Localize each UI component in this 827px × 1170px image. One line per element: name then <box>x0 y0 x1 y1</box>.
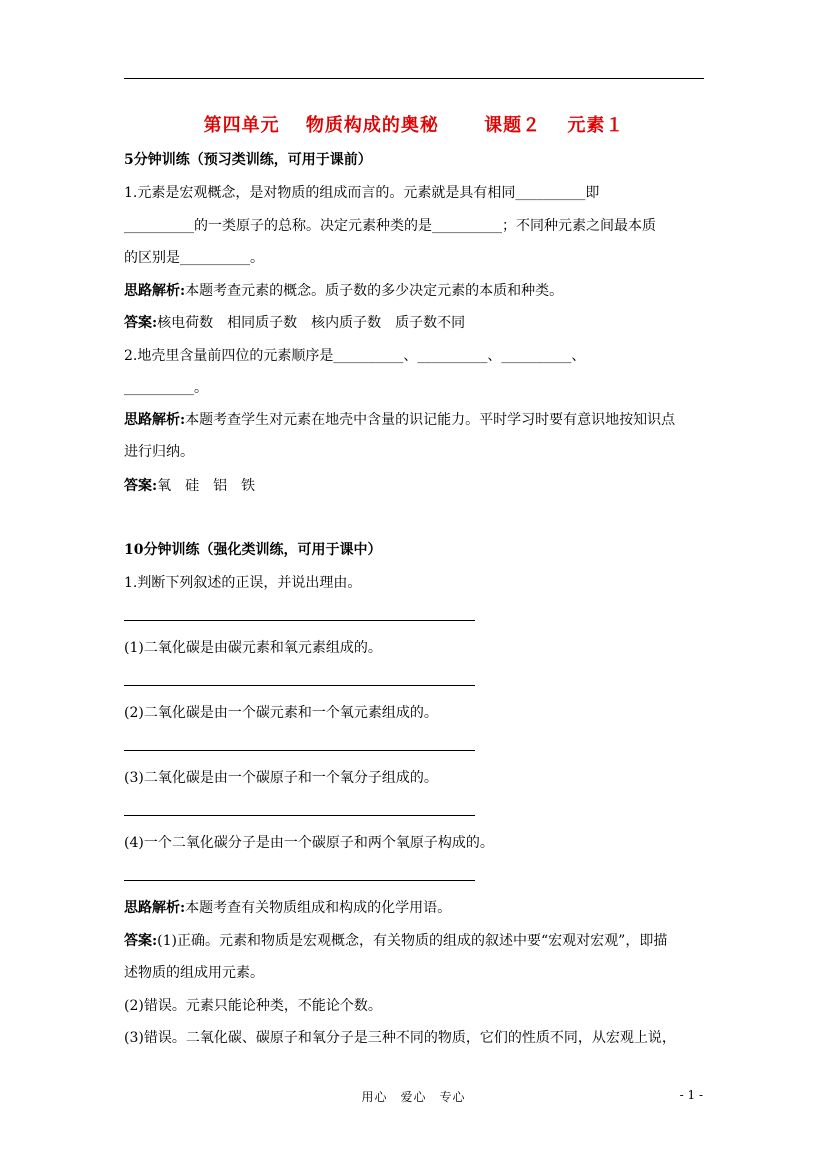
s2-item-3: (3)二氧化碳是由一个碳原子和一个氧分子组成的。 <box>124 770 438 786</box>
answer-label: 答案: <box>124 933 158 949</box>
answer-label: 答案: <box>124 315 158 331</box>
question-2-analysis-cont: 进行归纳。 <box>124 444 194 460</box>
analysis-text: 本题考查元素的概念。质子数的多少决定元素的本质和种类。 <box>185 283 564 299</box>
question-2-answer <box>124 476 704 496</box>
question-2-line-2: __________。 <box>124 380 208 396</box>
section-1-heading: 5分钟训练（预习类训练，可用于课前） <box>124 152 372 168</box>
s2-item-1: (1)二氧化碳是由碳元素和氧元素组成的。 <box>124 640 382 656</box>
section-2-heading: 10分钟训练（强化类训练，可用于课中） <box>124 542 382 558</box>
analysis-label: 思路解析: <box>124 900 186 916</box>
analysis-text: 本题考查有关物质组成和构成的化学用语。 <box>185 900 452 916</box>
answer-blank-line <box>124 620 475 621</box>
s2-question-1: 1.判断下列叙述的正误，并说出理由。 <box>124 575 362 591</box>
analysis-text: 本题考查学生对元素在地壳中含量的识记能力。平时学习时要有意识地按知识点 <box>185 412 676 428</box>
header-rule <box>124 78 704 79</box>
s2-item-2: (2)二氧化碳是由一个碳元素和一个氧元素组成的。 <box>124 705 438 721</box>
question-2-analysis <box>124 410 704 430</box>
s2-answer-line-4: (3)错误。二氧化碳、碳原子和氧分子是三种不同的物质，它们的性质不同，从宏观上说， <box>124 1030 676 1046</box>
answer-blank-line <box>124 880 475 881</box>
question-2-line-1: 2.地壳里含量前四位的元素顺序是__________、__________、__________、 <box>124 348 586 364</box>
footer-motto: 用心 爱心 专心 <box>361 1090 466 1104</box>
question-1-answer <box>124 313 704 333</box>
answer-text: 核电荷数 相同质子数 核内质子数 质子数不同 <box>157 315 466 331</box>
question-1-line-3: 的区别是__________。 <box>124 250 264 266</box>
question-1-analysis <box>124 281 704 301</box>
answer-text: (1)正确。元素和物质是宏观概念，有关物质的组成的叙述中要“宏观对宏观”，即描 <box>157 933 668 949</box>
question-1-line-1: 1.元素是宏观概念，是对物质的组成而言的。元素就是具有相同__________即 <box>124 185 600 201</box>
page-number: - 1 - <box>679 1088 703 1102</box>
question-1-line-2: __________的一类原子的总称。决定元素种类的是__________；不同种元素之间最本质 <box>124 218 656 234</box>
s2-answer-line-3: (2)错误。元素只能论种类，不能论个数。 <box>124 998 382 1014</box>
s2-answer-line-2: 述物质的组成用元素。 <box>124 965 264 981</box>
answer-blank-line <box>124 750 475 751</box>
s2-analysis <box>124 898 704 918</box>
analysis-label: 思路解析: <box>124 283 186 299</box>
answer-blank-line <box>124 685 475 686</box>
answer-blank-line <box>124 815 475 816</box>
s2-item-4: (4)一个二氧化碳分子是由一个碳原子和两个氧原子构成的。 <box>124 835 494 851</box>
answer-text: 氧 硅 铝 铁 <box>157 478 256 494</box>
analysis-label: 思路解析: <box>124 412 186 428</box>
answer-label: 答案: <box>124 478 158 494</box>
s2-answer-line-1 <box>124 931 704 951</box>
page-title: 第四单元 物质构成的奥秘 课题２ 元素１ <box>203 115 625 136</box>
